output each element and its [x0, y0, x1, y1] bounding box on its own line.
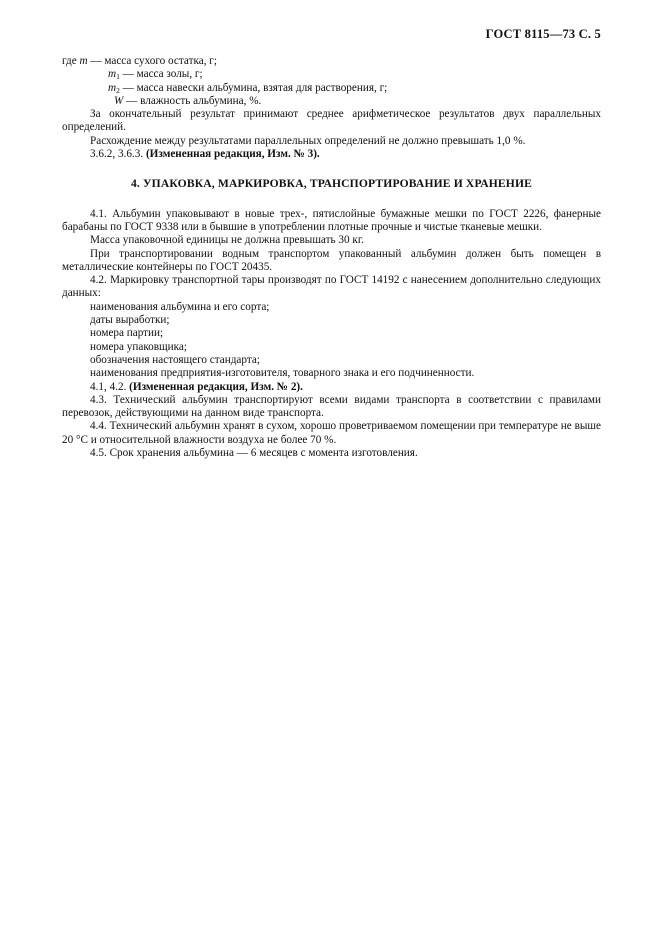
definition-intro: где — [62, 55, 77, 67]
list-item: номера упаковщика; — [90, 340, 187, 353]
variable-symbol: m — [108, 68, 117, 81]
variable-subscript: 1 — [116, 72, 120, 82]
list-item: обозначения настоящего стандарта; — [90, 353, 260, 366]
paragraph-4-3: 4.3. Технический альбумин транспортируют всеми видами транспорта в соответствии с правилами перевозок, действующими на данном виде транспорта. — [62, 393, 601, 420]
variable-subscript: 2 — [116, 85, 120, 95]
variable-symbol: m — [79, 55, 88, 67]
paragraph: Масса упаковочной единицы не должна превышать 30 кг. — [90, 234, 364, 247]
definition-text: — масса навески альбумина, взятая для растворения, г; — [119, 81, 388, 94]
paragraph-4-1: 4.1. Альбумин упаковывают в новые трех-, пятислойные бумажные мешки по ГОСТ 2226, фанерные барабаны по ГОСТ 9338 или в бывшие в употреблении плотные прочные и чистые тканевые мешки. — [62, 207, 601, 233]
section-heading: 4. УПАКОВКА, МАРКИРОВКА, ТРАНСПОРТИРОВАНИЕ И ХРАНЕНИЕ — [130, 177, 532, 191]
definition-text: — масса сухого остатка, г; — [87, 55, 217, 67]
paragraph-4-5: 4.5. Срок хранения альбумина — 6 месяцев с момента изготовления. — [90, 447, 418, 460]
marking-list — [62, 301, 601, 381]
definition-line — [62, 68, 601, 81]
list-item: наименования альбумина и его сорта; — [90, 300, 270, 313]
amendment-note: 3.6.2, 3.6.3. (Измененная редакция, Изм. № 3). — [90, 148, 320, 161]
list-item: наименования предприятия-изготовителя, товарного знака и его подчиненности. — [90, 367, 475, 380]
variable-symbol: m — [108, 81, 117, 94]
list-item: номера партии; — [90, 327, 164, 340]
paragraph: За окончательный результат принимают среднее арифметическое результатов двух параллельных определений. — [62, 108, 601, 134]
list-item: даты выработки; — [90, 314, 170, 327]
definition-line — [62, 95, 601, 108]
amendment-note: 4.1, 4.2. (Измененная редакция, Изм. № 2). — [90, 380, 303, 393]
paragraph-4-2: 4.2. Маркировку транспортной тары производят по ГОСТ 14192 с нанесением дополнительно следующих данных: — [62, 274, 601, 300]
variable-symbol: W — [114, 94, 124, 107]
paragraph: При транспортировании водным транспортом упакованный альбумин должен быть помещен в металлические контейнеры по ГОСТ 20435. — [62, 247, 601, 273]
definition-line — [62, 55, 601, 68]
paragraph: Расхождение между результатами параллельных определений не должно превышать 1,0 %. — [90, 134, 526, 147]
definition-text: — влажность альбумина, %. — [123, 94, 262, 107]
paragraph-4-4: 4.4. Технический альбумин хранят в сухом, хорошо проветриваемом помещении при температуре не выше 20 °С и относительной влажности воздуха не более 70 %. — [62, 420, 601, 446]
page-content — [62, 55, 601, 460]
definition-line — [62, 82, 601, 95]
page-header: ГОСТ 8115—73 С. 5 — [485, 27, 601, 41]
definition-text: — масса золы, г; — [119, 68, 203, 81]
